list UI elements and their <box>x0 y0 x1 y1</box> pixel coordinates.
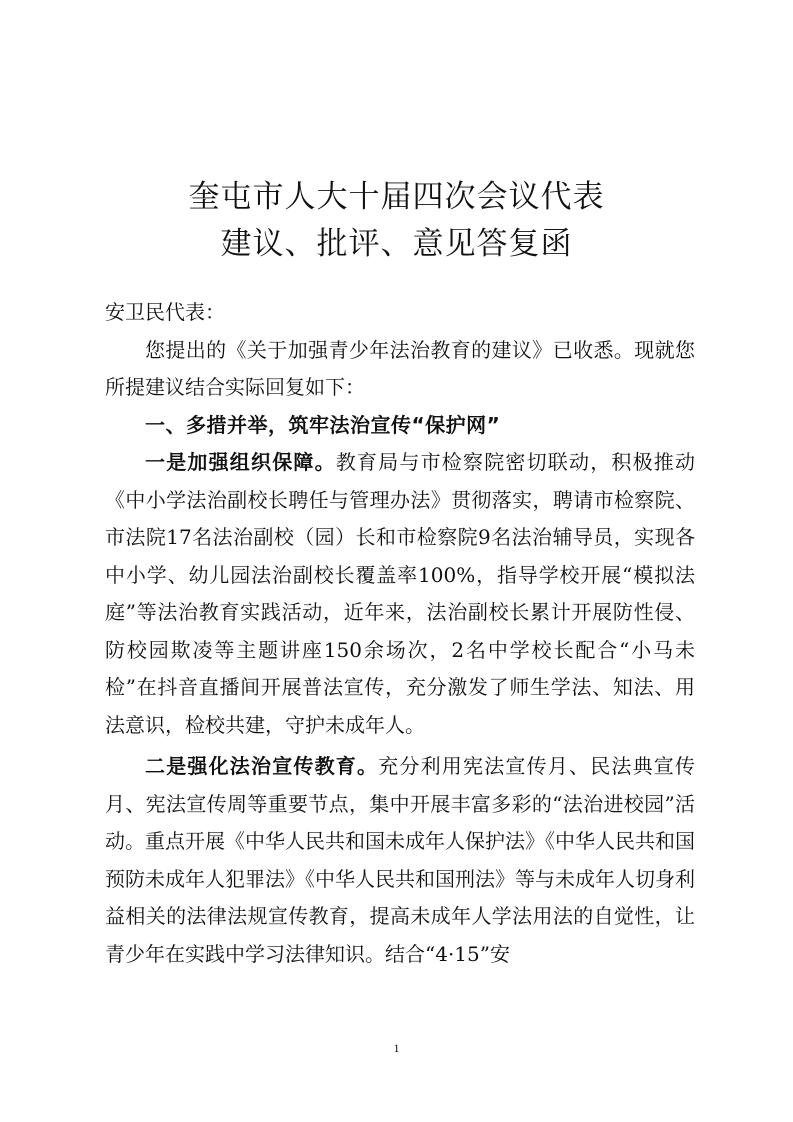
paragraph-lead: 一是加强组织保障。 <box>145 450 336 474</box>
document-body <box>105 294 695 973</box>
section-heading-1: 一、多措并举，筑牢法治宣传“保护网” <box>145 412 501 437</box>
salutation: 安卫民代表： <box>105 300 225 324</box>
document-title-line-2: 建议、批评、意见答复函 <box>220 226 573 262</box>
paragraph-text: 教育局与市检察院密切联动，积极推动《中小学法治副校长聘任与管理办法》贯彻落实，聘请市检察院、市法院17名法治副校（园）长和市检察院9名法治辅导员，实现各中小学、幼儿园法治副校长覆盖率100%，指导学校开展“模拟法庭”等法治教育实践活动，近年来，法治副校长累计开展防性侵、防校园欺凌等主题讲座150余场次，2名中学校长配合“小马未检”在抖音直播间开展普法宣传，充分激发了师生学法、知法、用法意识，检校共建，守护未成年人。 <box>105 450 696 737</box>
intro-paragraph: 您提出的《关于加强青少年法治教育的建议》已收悉。现就您所提建议结合实际回复如下： <box>105 337 695 399</box>
paragraph-lead: 二是强化法治宣传教育。 <box>145 754 379 778</box>
paragraph-publicity <box>105 748 695 973</box>
paragraph-organization <box>105 444 695 744</box>
page-number: 1 <box>393 1041 400 1055</box>
document-title-line-1: 奎屯市人大十届四次会议代表 <box>188 179 605 215</box>
paragraph-text: 充分利用宪法宣传月、民法典宣传月、宪法宣传周等重要节点，集中开展丰富多彩的“法治进校园”活动。重点开展《中华人民共和国未成年人保护法》《中华人民共和国预防未成年人犯罪法》《中华人民共和国刑法》等与未成年人切身利益相关的法律法规宣传教育，提高未成年人学法用法的自觉性，让青少年在实践中学习法律知识。结合“4·15”安 <box>105 754 696 966</box>
